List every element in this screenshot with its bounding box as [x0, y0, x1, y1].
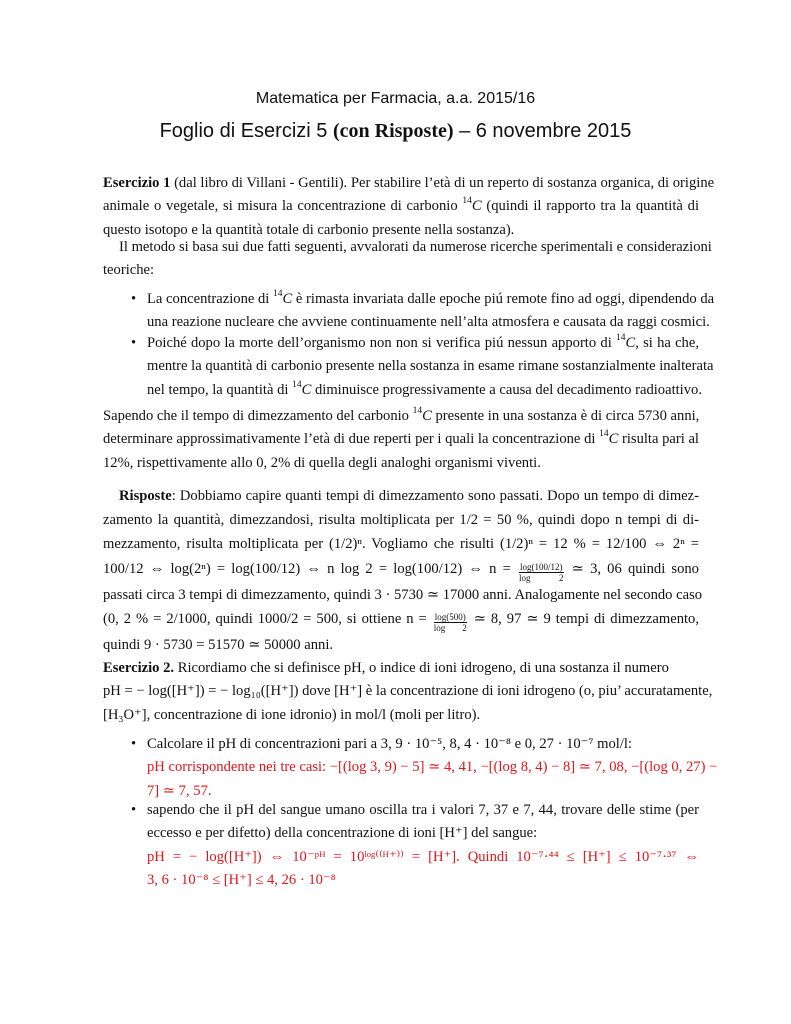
- fraction-numerator: log(500): [434, 611, 466, 622]
- answer-line: pH corrispondente nei tre casi: −[(log 3, 9) − 5] ≃ 4, 41, −[(log 8, 4) − 8] ≃ 7, 08, −[(log 0, 27) −: [147, 759, 718, 776]
- text-line: pH = − log([H⁺]) = − log₁₀([H⁺]) dove [H⁺] è la concentrazione di ioni idrogeno (o, piu’ accuratamente,: [103, 683, 713, 700]
- text-line: passati circa 3 tempi di dimezzamento, quindi 3 · 5730 ≃ 17000 anni. Analogamente nel secondo caso: [103, 586, 703, 603]
- text-span: risulta pari al: [618, 431, 699, 448]
- text-span: è rimasta invariata dalle epoche piú remote fino ad oggi, dipendendo da: [292, 291, 715, 307]
- title-part: Foglio di Esercizi 5: [159, 120, 333, 142]
- text-span: presente in una sostanza è di circa 5730 anni,: [431, 408, 700, 424]
- text-line: [103, 657, 699, 680]
- text-span: Sapendo che il tempo di dimezzamento del carbonio: [103, 408, 413, 424]
- title-part: – 6 novembre 2015: [453, 120, 632, 142]
- text-span: Ricordiamo che si definisce pH, o indice di ioni idrogeno, di una sostanza il numero: [174, 660, 669, 676]
- exercise-label: Esercizio 1: [103, 175, 171, 191]
- fraction: [519, 562, 564, 583]
- text-line: [103, 557, 699, 583]
- text-line: questo isotopo e la quantità totale di carbonio presente nella sostanza).: [103, 221, 515, 238]
- title-bold: (con Risposte): [332, 120, 454, 142]
- text-line: sapendo che il pH del sangue umano oscilla tra i valori 7, 37 e 7, 44, trovare delle stime (per: [147, 802, 699, 818]
- isotope-mass: 14: [462, 196, 472, 207]
- text-line: [147, 379, 702, 402]
- text-span: La concentrazione di: [147, 291, 274, 307]
- isotope-symbol: C: [625, 335, 636, 351]
- isotope-symbol: C: [608, 431, 619, 448]
- exercise-1-method: [103, 236, 712, 283]
- text-span: , si ha che,: [635, 335, 699, 351]
- text-span: (quindi il rapporto tra la quantità di: [481, 198, 700, 215]
- bullet-icon: •: [131, 736, 137, 752]
- text-line: 12%, rispettivamente allo 0, 2% di quella degli analoghi organismi viventi.: [103, 454, 541, 471]
- text-line: Calcolare il pH di concentrazioni pari a 3, 9 · 10⁻⁵, 8, 4 · 10⁻⁸ e 0, 27 · 10⁻⁷ mol/l:: [147, 736, 632, 752]
- text-line: una reazione nucleare che avviene continuamente nell’alta atmosfera e causata da raggi cosmici.: [147, 314, 710, 331]
- text-line: eccesso e per difetto) della concentrazione di ioni [H⁺] del sangue:: [147, 825, 538, 842]
- text-line: [103, 607, 699, 633]
- answer-line: 3, 6 · 10⁻⁸ ≤ [H⁺] ≤ 4, 26 · 10⁻⁸: [147, 872, 336, 889]
- fraction-denominator: log 2: [433, 622, 467, 633]
- text-line: [103, 405, 699, 428]
- text-line: Il metodo si basa sui due fatti seguenti, avvalorati da numerose ricerche sperimentali e considerazioni: [119, 239, 712, 255]
- fraction-numerator: log(100/12): [520, 561, 563, 572]
- exercise-1-intro: [103, 172, 715, 242]
- answer-line: pH = − log([H⁺]) ⇔ 10⁻ᵖᴴ = 10ˡᵒᵍ⁽⁽ᴴ⁺⁾⁾ = [H⁺]. Quindi 10⁻⁷·⁴⁴ ≤ [H⁺] ≤ 10⁻⁷·³⁷ ⇔: [147, 848, 699, 865]
- isotope-mass: 14: [292, 379, 302, 390]
- isotope-symbol: C: [471, 198, 482, 215]
- text-line: [103, 428, 699, 451]
- text-span: nel tempo, la quantità di: [147, 381, 293, 398]
- bullet-icon: •: [131, 802, 137, 818]
- text-line: mezzamento, risulta moltiplicata per (1/2)ⁿ. Vogliamo che risulti (1/2)ⁿ = 12 % = 12/100 ⇔ 2ⁿ =: [103, 536, 699, 553]
- course-heading: Matematica per Farmacia, a.a. 2015/16: [255, 90, 536, 107]
- text-span: determinare approssimativamente l’età di due reperti per i quali la concentrazione di: [103, 431, 600, 448]
- text-span: (0, 2 % = 2/1000, quindi 1000/2 = 500, si ottiene n =: [103, 610, 427, 627]
- answer-1: [103, 484, 703, 657]
- isotope-mass: 14: [412, 406, 423, 416]
- isotope-symbol: C: [301, 381, 312, 398]
- text-span: Poiché dopo la morte dell’organismo non non si verifica piú nessun apporto di: [147, 335, 616, 351]
- text-span: diminuisce progressivamente a causa del decadimento radioattivo.: [311, 381, 702, 398]
- text-line: [H₃O⁺], concentrazione di ione idronio) in mol/l (moli per litro).: [103, 706, 481, 723]
- answer-line: 7] ≃ 7, 57.: [147, 782, 212, 799]
- text-line: mentre la quantità di carbonio presente nella sostanza in esame rimane sostanzialmente inalterata: [147, 358, 714, 375]
- text-span: animale o vegetale, si misura la concentrazione di carbonio: [103, 198, 463, 215]
- page-title: [0, 120, 791, 143]
- text-line: [103, 484, 699, 508]
- text-line: quindi 9 · 5730 = 51570 ≃ 50000 anni.: [103, 636, 334, 653]
- isotope-symbol: C: [282, 291, 293, 307]
- isotope-mass: 14: [273, 289, 283, 299]
- text-line: zamento la quantità, dimezzandosi, risulta moltiplicata per 1/2 = 50 %, quindi dopo n tempi di di-: [103, 512, 699, 529]
- text-line: [147, 332, 699, 355]
- text-span: (dal libro di Villani - Gentili). Per stabilire l’età di un reperto di sostanza organica, di origine: [170, 175, 715, 191]
- fraction: [434, 612, 467, 633]
- exercise-1-question: [103, 405, 699, 475]
- fraction-denominator: log 2: [519, 572, 564, 583]
- answer-label: Risposte: [119, 488, 172, 504]
- isotope-mass: 14: [615, 333, 626, 343]
- exercise-label: Esercizio 2.: [103, 660, 175, 676]
- bullet-icon: •: [131, 335, 137, 351]
- text-line: [147, 288, 715, 311]
- bullet-icon: •: [131, 291, 137, 307]
- text-line: [103, 172, 715, 195]
- text-span: ≃ 3, 06 quindi sono: [571, 560, 699, 577]
- isotope-symbol: C: [422, 408, 432, 424]
- text-span: ≃ 8, 97 ≃ 9 tempi di dimezzamento,: [473, 610, 700, 627]
- text-line: [103, 195, 699, 218]
- isotope-mass: 14: [599, 429, 609, 440]
- text-span: : Dobbiamo capire quanti tempi di dimezzamento sono passati. Dopo un tempo di dimez-: [171, 488, 699, 504]
- exercise-2-intro: [103, 657, 713, 727]
- text-span: 100/12 ⇔ log(2ⁿ) = log(100/12) ⇔ n log 2 = log(100/12) ⇔ n =: [103, 560, 511, 577]
- text-line: teoriche:: [103, 262, 155, 279]
